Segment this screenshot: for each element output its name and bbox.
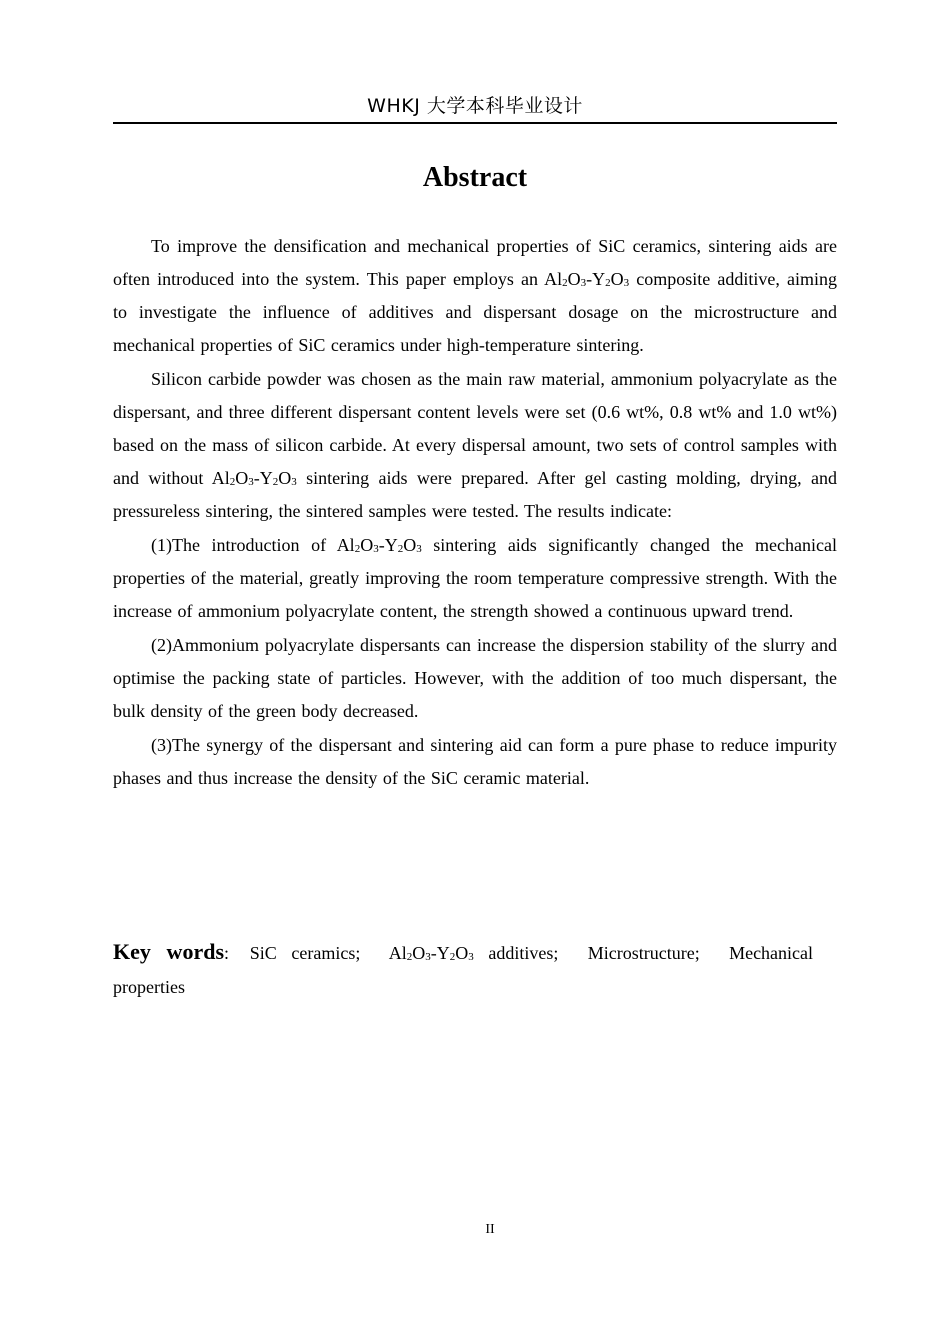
keywords-label: Key words bbox=[113, 939, 224, 964]
chem-formula-al2o3-y2o3: $Al_2O_3-Y_2O_3$ bbox=[211, 468, 297, 488]
paragraph-3-text-end: sintering aids significantly changed the mechanical properties of the material, greatly improving the room temperature compressive strength. With the increase of ammonium polyacrylate content, the strength showed a continuous upward trend. bbox=[113, 535, 837, 621]
paragraph-4: (2)Ammonium polyacrylate dispersants can increase the dispersion stability of the slurry and optimise the packing state of particles. However, with the addition of too much dispersant, the bulk density of the green body decreased. bbox=[113, 635, 837, 721]
paragraph-1 bbox=[113, 230, 837, 362]
keyword-sic-ceramics: SiC ceramics; bbox=[249, 943, 361, 963]
paragraph-5: (3)The synergy of the dispersant and sintering aid can form a pure phase to reduce impurity phases and thus increase the density of the SiC ceramic material. bbox=[113, 735, 837, 788]
paragraph-1-text-start: To improve the densification and mechanical properties of SiC ceramics, sintering aids are often introduced into the system. This paper employs an bbox=[113, 236, 837, 289]
chem-formula-al2o3-y2o3: $Al_2O_3-Y_2O_3$ bbox=[336, 535, 422, 555]
chem-formula-al2o3-y2o3: $Al_2O_3-Y_2O_3$ bbox=[544, 269, 630, 289]
keyword-additives: additives; bbox=[473, 943, 559, 963]
abstract-title: Abstract bbox=[422, 162, 528, 193]
paragraph-3-text-start: (1)The introduction of bbox=[151, 535, 337, 555]
paragraph-2-text-start: Silicon carbide powder was chosen as the main raw material, ammonium polyacrylate as the dispersant, and three different dispersant content levels were set (0.6 wt%, 0.8 wt% and 1.0 wt%) based on the mass of silicon carbide. At every dispersal amount, two sets of control samples with and without bbox=[113, 369, 837, 488]
keyword-microstructure: Microstructure; bbox=[587, 943, 700, 963]
keywords-section bbox=[113, 935, 813, 1004]
page-number: II bbox=[485, 1222, 495, 1237]
page-header bbox=[113, 92, 837, 124]
paragraph-2-text-end: sintering aids were prepared. After gel casting molding, drying, and pressureless sintering, the sintered samples were tested. The results indicate: bbox=[113, 468, 837, 521]
keyword-mechanical-properties: Mechanical properties bbox=[113, 943, 814, 997]
paragraph-3 bbox=[113, 529, 837, 628]
header-title: WHKJ 大学本科毕业设计 bbox=[367, 95, 583, 117]
paragraph-1-text-end: composite additive, aiming to investigate the influence of additives and dispersant dosage on the microstructure and mechanical properties of SiC ceramics under high-temperature sintering. bbox=[113, 269, 837, 355]
keywords-colon: : bbox=[224, 943, 230, 963]
keyword-chem-formula: $Al_2O_3-Y_2O_3$ bbox=[388, 943, 474, 963]
abstract-body bbox=[113, 230, 837, 795]
paragraph-2 bbox=[113, 363, 837, 528]
